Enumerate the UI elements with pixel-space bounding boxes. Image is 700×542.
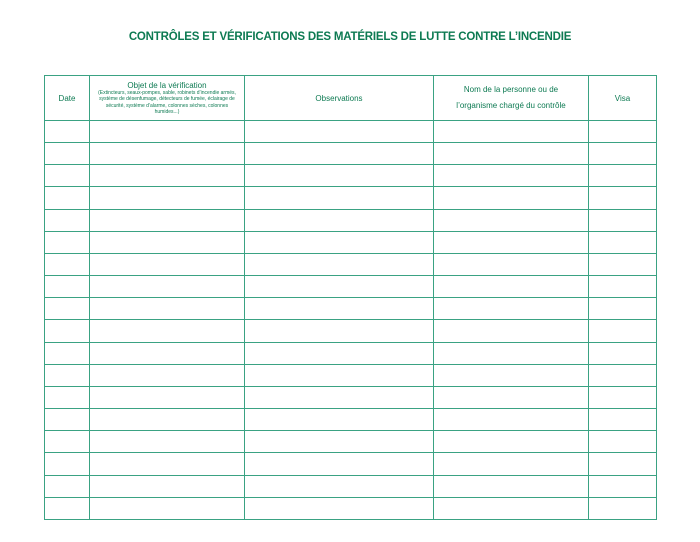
cell-objet[interactable] — [90, 453, 245, 475]
cell-objet[interactable] — [90, 497, 245, 519]
header-objet-label: Objet de la vérification — [127, 80, 207, 90]
table-row — [45, 320, 657, 342]
cell-date[interactable] — [45, 497, 90, 519]
table-row — [45, 209, 657, 231]
cell-nom[interactable] — [434, 431, 589, 453]
header-date: Date — [45, 76, 90, 121]
cell-date[interactable] — [45, 298, 90, 320]
cell-date[interactable] — [45, 320, 90, 342]
cell-objet[interactable] — [90, 209, 245, 231]
cell-nom[interactable] — [434, 497, 589, 519]
table-row — [45, 409, 657, 431]
table-row — [45, 431, 657, 453]
cell-objet[interactable] — [90, 431, 245, 453]
cell-observations[interactable] — [245, 364, 434, 386]
cell-date[interactable] — [45, 364, 90, 386]
cell-visa[interactable] — [589, 364, 657, 386]
cell-date[interactable] — [45, 165, 90, 187]
cell-nom[interactable] — [434, 143, 589, 165]
cell-nom[interactable] — [434, 209, 589, 231]
cell-date[interactable] — [45, 143, 90, 165]
cell-observations[interactable] — [245, 497, 434, 519]
cell-visa[interactable] — [589, 276, 657, 298]
cell-objet[interactable] — [90, 342, 245, 364]
cell-nom[interactable] — [434, 253, 589, 275]
table-row — [45, 253, 657, 275]
cell-observations[interactable] — [245, 209, 434, 231]
table-row — [45, 121, 657, 143]
cell-nom[interactable] — [434, 121, 589, 143]
cell-visa[interactable] — [589, 298, 657, 320]
cell-objet[interactable] — [90, 165, 245, 187]
cell-date[interactable] — [45, 475, 90, 497]
header-nom-line2: l’organisme chargé du contrôle — [456, 101, 566, 110]
cell-observations[interactable] — [245, 187, 434, 209]
cell-visa[interactable] — [589, 320, 657, 342]
cell-date[interactable] — [45, 187, 90, 209]
cell-date[interactable] — [45, 276, 90, 298]
table-row — [45, 497, 657, 519]
cell-date[interactable] — [45, 253, 90, 275]
table-row — [45, 165, 657, 187]
cell-nom[interactable] — [434, 187, 589, 209]
cell-nom[interactable] — [434, 165, 589, 187]
cell-objet[interactable] — [90, 409, 245, 431]
table-header-row — [45, 76, 657, 121]
cell-objet[interactable] — [90, 386, 245, 408]
header-nom — [434, 76, 589, 121]
header-visa: Visa — [589, 76, 657, 121]
table-body — [45, 121, 657, 520]
cell-nom[interactable] — [434, 386, 589, 408]
cell-date[interactable] — [45, 209, 90, 231]
table-row — [45, 386, 657, 408]
cell-observations[interactable] — [245, 231, 434, 253]
cell-observations[interactable] — [245, 298, 434, 320]
cell-objet[interactable] — [90, 143, 245, 165]
cell-observations[interactable] — [245, 453, 434, 475]
cell-observations[interactable] — [245, 320, 434, 342]
cell-observations[interactable] — [245, 165, 434, 187]
cell-objet[interactable] — [90, 253, 245, 275]
header-objet — [90, 76, 245, 121]
cell-nom[interactable] — [434, 409, 589, 431]
cell-date[interactable] — [45, 231, 90, 253]
cell-observations[interactable] — [245, 475, 434, 497]
cell-visa[interactable] — [589, 165, 657, 187]
cell-objet[interactable] — [90, 364, 245, 386]
cell-visa[interactable] — [589, 431, 657, 453]
cell-visa[interactable] — [589, 187, 657, 209]
controls-table — [44, 75, 657, 520]
header-objet-note: (Extincteurs, seaux-pompes, sable, robinets d’incendie armés, système de désenfumage, détecteurs de fumée, éclairage de sécurité, système d’alarme, colonnes sèches, colonnes humides...) — [98, 89, 236, 115]
cell-visa[interactable] — [589, 342, 657, 364]
cell-visa[interactable] — [589, 386, 657, 408]
cell-objet[interactable] — [90, 187, 245, 209]
cell-nom[interactable] — [434, 453, 589, 475]
cell-visa[interactable] — [589, 409, 657, 431]
cell-date[interactable] — [45, 409, 90, 431]
cell-nom[interactable] — [434, 276, 589, 298]
header-observations: Observations — [245, 76, 434, 121]
table-row — [45, 187, 657, 209]
cell-objet[interactable] — [90, 121, 245, 143]
table-row — [45, 342, 657, 364]
cell-observations[interactable] — [245, 121, 434, 143]
cell-observations[interactable] — [245, 386, 434, 408]
cell-date[interactable] — [45, 386, 90, 408]
cell-objet[interactable] — [90, 320, 245, 342]
cell-date[interactable] — [45, 121, 90, 143]
cell-observations[interactable] — [245, 431, 434, 453]
cell-nom[interactable] — [434, 320, 589, 342]
cell-visa[interactable] — [589, 497, 657, 519]
cell-nom[interactable] — [434, 475, 589, 497]
cell-visa[interactable] — [589, 121, 657, 143]
cell-observations[interactable] — [245, 143, 434, 165]
cell-observations[interactable] — [245, 253, 434, 275]
cell-nom[interactable] — [434, 298, 589, 320]
cell-nom[interactable] — [434, 364, 589, 386]
cell-objet[interactable] — [90, 298, 245, 320]
page-title: CONTRÔLES ET VÉRIFICATIONS DES MATÉRIELS DE LUTTE CONTRE L’INCENDIE — [128, 31, 572, 43]
cell-objet[interactable] — [90, 475, 245, 497]
cell-observations[interactable] — [245, 342, 434, 364]
table-row — [45, 298, 657, 320]
cell-nom[interactable] — [434, 231, 589, 253]
cell-visa[interactable] — [589, 253, 657, 275]
cell-date[interactable] — [45, 342, 90, 364]
cell-visa[interactable] — [589, 231, 657, 253]
table-row — [45, 231, 657, 253]
cell-visa[interactable] — [589, 143, 657, 165]
table-row — [45, 475, 657, 497]
cell-nom[interactable] — [434, 342, 589, 364]
cell-observations[interactable] — [245, 276, 434, 298]
cell-objet[interactable] — [90, 231, 245, 253]
table-row — [45, 276, 657, 298]
cell-visa[interactable] — [589, 475, 657, 497]
header-nom-line1: Nom de la personne ou de — [463, 85, 559, 94]
cell-objet[interactable] — [90, 276, 245, 298]
table-row — [45, 143, 657, 165]
table-row — [45, 364, 657, 386]
table-row — [45, 453, 657, 475]
cell-date[interactable] — [45, 431, 90, 453]
cell-observations[interactable] — [245, 409, 434, 431]
cell-date[interactable] — [45, 453, 90, 475]
cell-visa[interactable] — [589, 209, 657, 231]
cell-visa[interactable] — [589, 453, 657, 475]
